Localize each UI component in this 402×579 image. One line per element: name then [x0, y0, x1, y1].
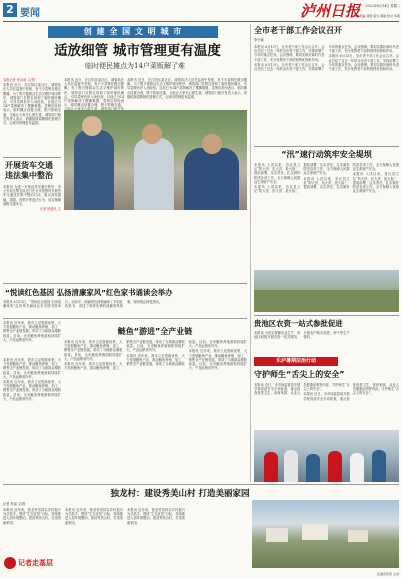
lead-body-cont: 本报讯 近日，在江阳区某社区，城管执法人员在巡查中发现，有不少菜贩在路边摆摊。为了既方便群众生活又维护城市秩序，城管部门在附近规划了临时便民摊点，引导菜贩有序入场经营。目前已为14户菜贩解决了摆摊难题。菜贩们纷纷表示，临时摊点设置合理，既不影响交通， — [64, 78, 124, 108]
bottom-byline: 记者 肖丽 文/图 — [3, 502, 26, 506]
guizhou-article-body — [254, 331, 399, 355]
banner — [48, 26, 218, 38]
lead-photo — [64, 110, 247, 210]
footer-note: 区委宣传部 主办 — [377, 572, 399, 576]
lead-byline: 本报记者 张诗雨 文/图 — [3, 78, 35, 82]
bottom-text-1: 本报讯 近年来，独龙村坚持以乡村振兴为总抓手，围绕“生态宜居”目标，持续推进人居环境整治，建设秀美山村，打造美丽家园。 — [3, 508, 61, 525]
children-article-text: 本报讯 6月13日，“悦读红色基因 弘扬清廉家风”红色家书诵读会在市图书馆举行。活动中，朗诵者们深情诵读了多封红色家书，讲述了革命先辈的清廉家风故事，现场观众深受感动。 — [3, 300, 163, 309]
photo-crowd-2 — [284, 450, 298, 482]
red-tag: 乐泸暑期法治行动 — [254, 357, 338, 366]
fish-article-title: 鲢鱼“游进”全产业链 — [117, 327, 193, 336]
section-label: 要闻 — [20, 8, 40, 19]
bottom-article-title: 独龙村：建设秀美山村 打造美丽家园 — [110, 489, 250, 499]
lead-headline: 适放细管 城市管理更有温度 — [54, 43, 221, 59]
fish-left-column — [3, 358, 61, 478]
right-top-text-2: 本报讯 6月13日，全市老干部工作会议召开。会议总结了过去一年的全市老干部工作，安排部署了今年的重点任务。会议强调，要切实做好新时代老干部工作，充分发挥老干部的独特优势和作用。 — [254, 45, 399, 72]
right-top-text-1: 本报讯 6月13日，全市老干部工作会议召开。会议总结了过去一年的全市老干部工作，安排部署了今年的重点任务。会议强调，要切实做好新时代老干部工作，充分发挥老干部的独特优势和作用。 — [254, 45, 325, 62]
children-article-body — [3, 300, 247, 316]
flood-text-3: 本报讯 入汛以来，各区县立足“防大汛、抗大洪、抢大险”，提前部署、压实责任，扎实做好防汛各项工作，全力保障人民群众生命财产安全。 — [303, 163, 399, 190]
fish-text-7: 本报讯 近年来，我市立足资源优势，大力发展鲢鱼产业，推动鲢鱼养殖、加工、销售全产业链发展，带动了当地群众增收致富。目前，全市鲢鱼养殖面积持续扩大，产品远销省内外。 — [3, 380, 61, 401]
right-top-text-3: 本报讯 6月13日，全市老干部工作会议召开。会议总结了过去一年的全市老干部工作，安排部署了今年的重点任务。会议强调，要切实做好新时代老干部工作，充分发挥老干部的独特优势和作用。 — [328, 54, 399, 72]
fish-text-6: 本报讯 近年来，我市立足资源优势，大力发展鲢鱼产业，推动鲢鱼养殖、加工、销售全产业链发展，带动了当地群众增收致富。目前，全市鲢鱼养殖面积持续扩大，产品远销省内外。 — [3, 358, 61, 379]
photo-crowd-6 — [372, 450, 386, 482]
photo-figure-left — [74, 130, 114, 210]
fish-text-5: 本报讯 近年来，我市立足资源优势，大力发展鲢鱼产业，推动鲢鱼养殖、加工、销售全产业链发展，带动了当地群众增收致富。目前，全市鲢鱼养殖面积持续扩大，产品远销省内外。 — [188, 349, 247, 371]
lead-column-2 — [64, 78, 124, 106]
fish-text-4: 本报讯 近年来，我市立足资源优势，大力发展鲢鱼产业，推动鲢鱼养殖、加工、销售全产业链发展，带动了当地群众增收致富。目前，全市鲢鱼养殖面积持续扩大，产品远销省内外。 — [126, 340, 247, 367]
left-article-body — [3, 185, 61, 281]
flood-photo — [254, 270, 399, 312]
water-article-title: 守护师生“舌尖上的安全” — [254, 370, 345, 379]
issue-date: 2022年6月14日 星期二 — [365, 4, 400, 8]
flood-text-4: 本报讯 入汛以来，各区县立足“防大汛、抗大洪、抢大险”，提前部署、压实责任，扎实做好防汛各项工作，全力保障人民群众生命财产安全。 — [352, 172, 399, 194]
fish-text-3: 本报讯 近年来，我市立足资源优势，大力发展鲢鱼产业，推动鲢鱼养殖、加工、销售全产业链发展，带动了当地群众增收致富。目前，全市鲢鱼养殖面积持续扩大，产品远销省内外。 — [64, 340, 185, 371]
bottom-text-3: 本报讯 近年来，独龙村坚持以乡村振兴为总抓手，围绕“生态宜居”目标，持续推进人居环境整治，建设秀美山村，打造美丽家园。 — [127, 508, 185, 525]
flood-text-2: 本报讯 入汛以来，各区县立足“防大汛、抗大洪、抢大险”，提前部署、压实责任，扎实做好防汛各项工作，全力保障人民群众生命财产安全。 — [254, 163, 350, 194]
guizhou-text: 本报讯 为切实保障农业生产，贵池区积极开展农资一站式服务，方便农户购买化肥、种子等生产资料。 — [254, 331, 350, 340]
fish-text-1: 本报讯 近年来，我市立足资源优势，大力发展鲢鱼产业，推动鲢鱼养殖、加工、销售全产业链发展，带动了当地群众增收致富。目前，全市鲢鱼养殖面积持续扩大，产品远销省内外。 — [3, 321, 61, 342]
photo-figure-middle-head — [142, 124, 162, 144]
fish-column-1 — [3, 321, 61, 355]
photo-house-3 — [348, 530, 368, 542]
photo-house-1 — [266, 528, 288, 542]
photo-figure-middle — [134, 138, 174, 210]
photo-crowd-3 — [306, 454, 320, 482]
photo-bank — [254, 290, 399, 312]
photo-crowd-5 — [350, 453, 364, 482]
photo-crowd-1 — [264, 452, 278, 482]
left-article-title: 开展货车交通违法集中整治 — [5, 161, 53, 180]
photo-figure-left-head — [82, 116, 102, 136]
water-photo — [254, 430, 399, 482]
bottom-text-2: 本报讯 近年来，独龙村坚持以乡村振兴为总抓手，围绕“生态宜居”目标，持续推进人居环境整治，建设秀美山村，打造美丽家园。 — [65, 508, 123, 525]
lead-body: 本报讯 近日，在江阳区某社区，城管执法人员在巡查中发现，有不少菜贩在路边摆摊。为了既方便群众生活又维护城市秩序，城管部门在附近规划了临时便民摊点，引导菜贩有序入场经营。目前已为14户菜贩解决了摆摊难题。菜贩们纷纷表示，临时摊点设置合理，既不影响交通，又能让大家安心做生意。城管部门相关负责人表示，将继续探索精细化管理方式，让城市管理更有温度。 — [3, 83, 61, 126]
flood-article-body — [254, 163, 399, 267]
photo-figure-right — [184, 148, 239, 210]
lead-body-cont-2: 本报讯 近日，在江阳区某社区，城管执法人员在巡查中发现，有不少菜贩在路边摆摊。为了既方便群众生活又维护城市秩序，城管部门在附近规划了临时便民摊点，引导菜贩有序入场经营。目前已为14户菜贩解决了摆摊难题。菜贩们纷纷表示，临时摊点设置合理，既不影响交通，又能让大家安心做生意。城管部门相关负责人表示，将继续探索精细化管理方式，让城市管理更有温度。 — [127, 78, 247, 99]
lead-column-1 — [3, 78, 61, 154]
footer-logo-badge — [4, 557, 16, 569]
right-top-byline: 李小娜 — [254, 38, 264, 42]
guizhou-article-title: 贵池区农资一站式参批促进 — [254, 319, 343, 328]
left-article-text: 本报讯 为进一步规范货车通行秩序，市公安局交警支队近日在全市范围内开展货车交通违法集中整治行动，重点查处超载、超限、闯禁行等违法行为，切实保障道路交通安全。 — [3, 185, 61, 206]
flood-article-title: “汛”速行动筑牢安全堤坝 — [281, 150, 372, 159]
right-top-title: 全市老干部工作会议召开 — [254, 26, 342, 35]
children-article-title: “悦读红色基因 弘扬清廉家风”红色家书诵读会举办 — [5, 288, 173, 297]
page-number-badge: 2 — [3, 3, 17, 17]
masthead-logo: 泸州日报 — [300, 2, 361, 20]
left-article-byline: 记者 杨逸凡 文 — [39, 207, 61, 212]
photo-figure-right-head — [202, 134, 222, 154]
page-header — [0, 0, 402, 22]
editor-line: 本版责编 刘婷 版式 胡敏 校对 李燕 — [353, 14, 400, 18]
banner-text: 创 建 全 国 文 明 城 市 — [83, 27, 183, 36]
fish-article-body — [64, 340, 247, 480]
bottom-photo — [252, 500, 399, 568]
photo-house-2 — [302, 524, 328, 540]
lead-column-3 — [127, 78, 247, 113]
flood-text-1: 本报讯 入汛以来，各区县立足“防大汛、抗大洪、抢大险”，提前部署、压实责任，扎实做好防汛各项工作，全力保障人民群众生命财产安全。 — [254, 163, 301, 184]
water-article-body — [254, 383, 399, 427]
fish-text-2: 本报讯 近年来，我市立足资源优势，大力发展鲢鱼产业，推动鲢鱼养殖、加工、销售全产业链发展，带动了当地群众增收致富。目前，全市鲢鱼养殖面积持续扩大，产品远销省内外。 — [64, 340, 123, 361]
water-text-1: 本报讯 近日，市市场监管局开展学校食品安全专项检查，重点检查食堂卫生、食材来源、从业人员健康证明等内容，守护师生“舌尖上的安全”。 — [254, 383, 350, 396]
photo-crowd-4 — [328, 451, 342, 482]
water-text-2: 本报讯 近日，市市场监管局开展学校食品安全专项检查，重点检查食堂卫生、食材来源、从业人员健康证明等内容，守护师生“舌尖上的安全”。 — [303, 383, 399, 401]
right-top-body — [254, 45, 399, 143]
lead-subtitle: 临时便民摊点为14户菜贩解了难 — [85, 62, 185, 70]
footer-logo-text: 记者走基层 — [18, 559, 53, 567]
